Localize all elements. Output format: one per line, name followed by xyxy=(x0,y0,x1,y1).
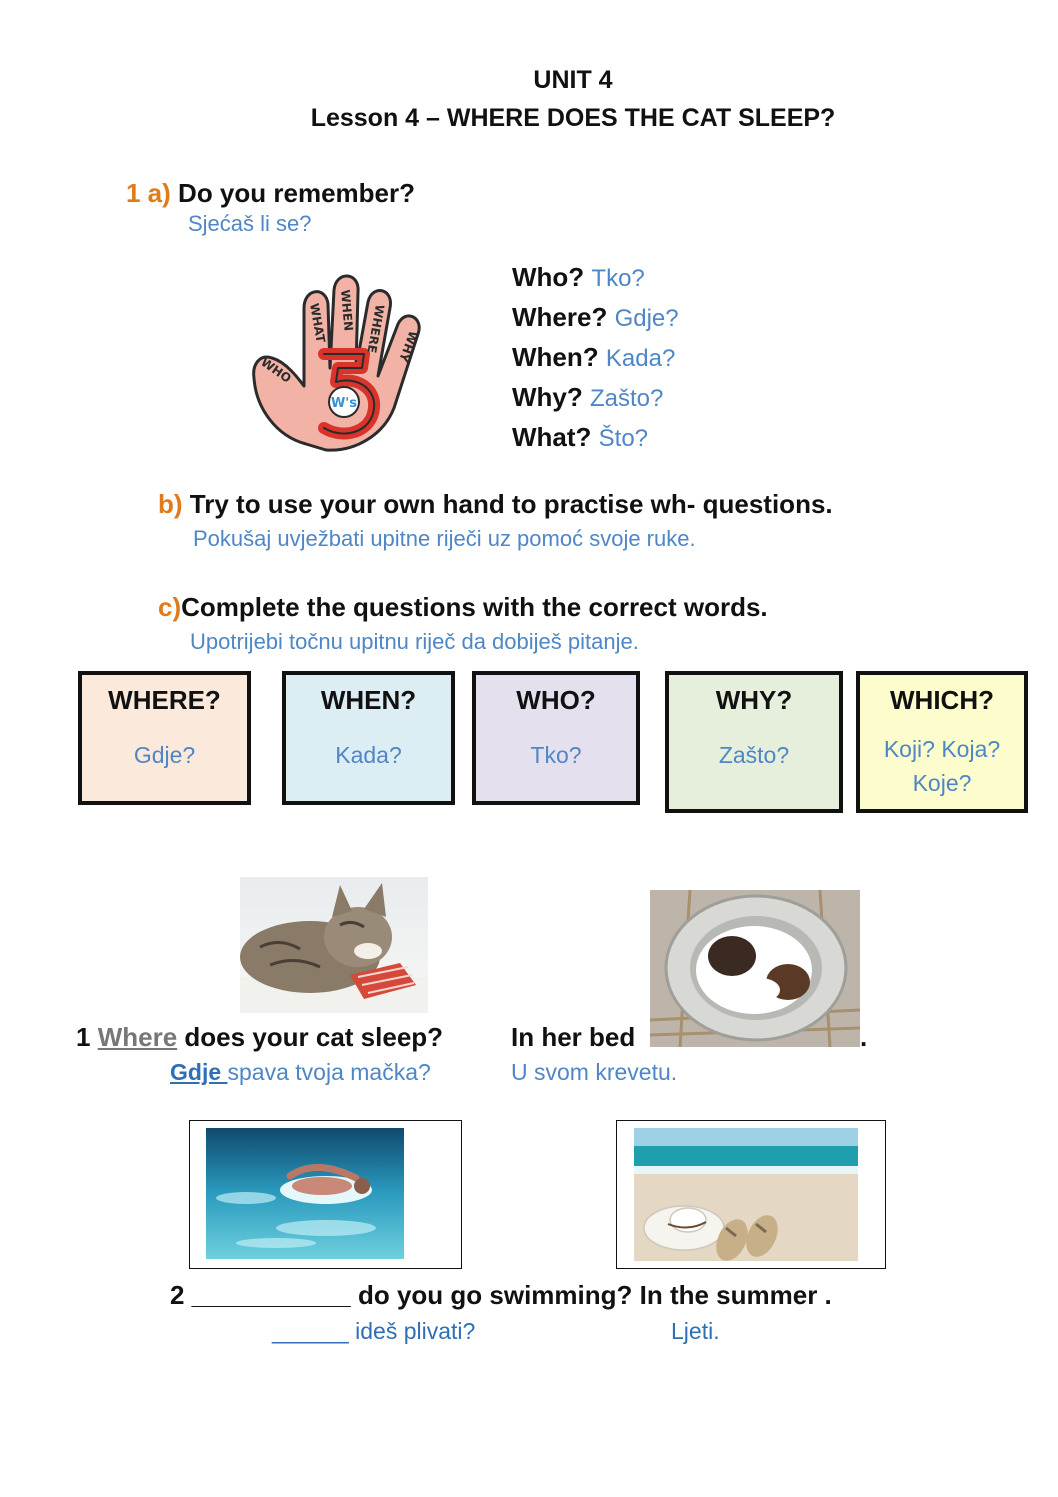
word-box-when: WHEN? Kada? xyxy=(282,671,455,805)
ex1c-instruction: Complete the questions with the correct words. xyxy=(181,592,768,622)
wh-item: When? Kada? xyxy=(512,342,676,372)
item2-hr-question: ______ ideš plivati? xyxy=(272,1318,476,1344)
kitten-sleeping-photo xyxy=(240,877,428,1013)
item1-reply: In her bed xyxy=(511,1022,636,1052)
ex1b-translation: Pokušaj uvježbati upitne riječi uz pomoć svoje ruke. xyxy=(193,526,696,551)
wh-item: Why? Zašto? xyxy=(512,382,664,412)
ex1c-translation: Upotrijebi točnu upitnu riječ da dobiješ pitanje. xyxy=(190,629,639,654)
item1-answer-word: Where xyxy=(97,1022,178,1052)
word-box-where: WHERE? Gdje? xyxy=(78,671,251,805)
wh-item: Who? Tko? xyxy=(512,262,645,292)
hand-word-why: WHY xyxy=(396,328,421,364)
ex1b-label: b) xyxy=(158,489,183,519)
item2-question: 2 ___________ do you go swimming? In the summer . xyxy=(170,1280,832,1310)
wh-item: Where? Gdje? xyxy=(512,302,679,332)
item1-hr-question: Gdje spava tvoja mačka? xyxy=(170,1059,431,1085)
word-box-which: WHICH? Koji? Koja? Koje? xyxy=(856,671,1028,813)
word-box-who: WHO? Tko? xyxy=(472,671,640,805)
item1-hr-reply: U svom krevetu. xyxy=(511,1059,678,1085)
wh-item: What? Što? xyxy=(512,422,649,452)
ex1a-heading xyxy=(126,178,415,209)
hand-badge-text: W's xyxy=(330,396,358,411)
ex1a-instruction: Do you remember? xyxy=(178,178,415,208)
ex1b-instruction: Try to use your own hand to practise wh- questions. xyxy=(189,489,833,519)
word-box-why: WHY? Zašto? xyxy=(665,671,843,813)
item1-question: 1 Where does your cat sleep? xyxy=(76,1022,444,1052)
hand-word-what: WHAT xyxy=(307,302,328,344)
wh-question-list xyxy=(512,258,679,458)
unit-title: UNIT 4 xyxy=(533,66,613,94)
lesson-title: Lesson 4 – WHERE DOES THE CAT SLEEP? xyxy=(310,104,836,132)
hand-word-when: WHEN xyxy=(338,289,356,332)
beach-photo xyxy=(634,1128,858,1261)
ex1a-number: 1 a) xyxy=(126,178,171,208)
item1-reply-end: . xyxy=(860,1022,868,1052)
five-ws-hand-image xyxy=(246,268,426,454)
swimming-photo xyxy=(206,1128,404,1259)
ex1c-heading xyxy=(158,592,768,623)
hand-word-who: WHO xyxy=(258,354,294,386)
item2-hr-reply: Ljeti. xyxy=(671,1318,720,1344)
ex1b-heading xyxy=(158,489,833,520)
cat-in-bed-photo xyxy=(650,890,860,1047)
ex1c-label: c) xyxy=(158,592,182,622)
hand-word-where: WHERE xyxy=(364,303,387,355)
ex1a-translation: Sjećaš li se? xyxy=(188,211,312,236)
